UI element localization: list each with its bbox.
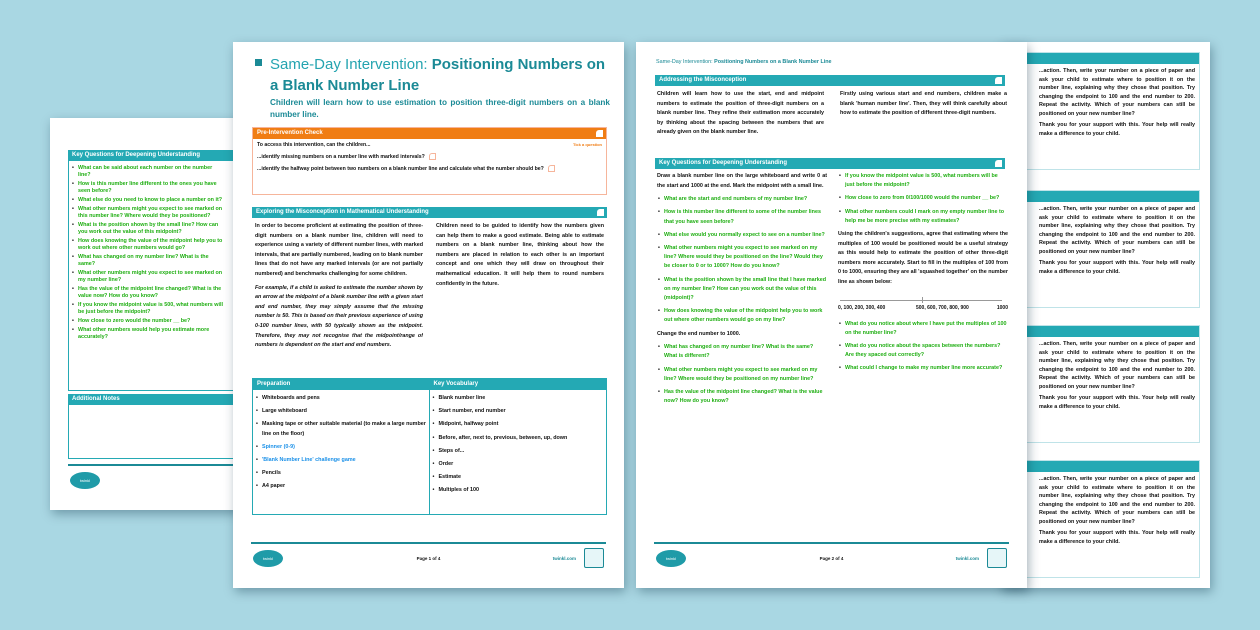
prep-vocab-table: Preparation • Whiteboards and pens • Large whiteboard • Masking tape or other suitable material (to make a large number line on the floor) • Spinner (0-9) • 'Blank Number Line' challenge game • Pencils • A4 paper Key Vocabulary • Blank number line • Start number, end number • Midpoint, halfway point • Before, after, next to, previous, between, up, down • Steps of... • Order • Estimate • Multiples of 100 — [252, 378, 607, 515]
checkbox-icon[interactable] — [548, 165, 555, 172]
resource-link[interactable]: • Spinner (0-9) — [255, 443, 427, 452]
key-questions-box — [68, 161, 250, 391]
tick-question-link[interactable]: Tick a question — [572, 142, 602, 147]
pre-intervention-check: Pre-Intervention Check To access this intervention, can the children... Tick a question ...identify missing numbers on a number line with marked intervals? ...identify the halfway point between two numbers on a blank number line and calculate what the number should be? — [252, 127, 607, 195]
question-item: • What other numbers might you expect to see marked on this number line? Where would they be positioned? — [71, 206, 223, 220]
additional-notes-header: Additional Notes — [68, 394, 250, 405]
vocab-item: • Estimate — [432, 473, 605, 482]
running-title: Same-Day Intervention: Positioning Numbers on a Blank Number Line — [656, 59, 832, 65]
card-header — [1009, 326, 1199, 337]
footer: twinkl Page 1 of 4 twinkl.com — [251, 542, 606, 570]
question-item: • If you know the midpoint value is 500, what numbers will be just before the midpoint? — [71, 302, 223, 316]
prep-item: • Whiteboards and pens — [255, 394, 427, 403]
vocab-item: • Start number, end number — [432, 407, 605, 416]
question-item: • What other numbers would help you estimate more accurately? — [71, 327, 223, 341]
parent-card: ...action. Then, write your number on a piece of paper and ask your child to estimate where to position it on the number line, explaining why they chose that position. Try changing the endpoint to 100 and the end number to 200. Repeat the activity. Which of your numbers can still be positioned on your new number line? Thank you for your support with this. Your help will really make a difference to your child. — [1008, 325, 1200, 443]
page-title: Same-Day Intervention: Positioning Numbers on a Blank Number Line — [270, 56, 606, 94]
checkbox-icon[interactable] — [429, 153, 436, 160]
vocab-item: • Steps of... — [432, 447, 605, 456]
website-link[interactable]: twinkl.com — [552, 556, 576, 561]
question-item: • How does knowing the value of the midpoint help you to work out where other numbers would go on my line? — [657, 307, 827, 325]
badge-icon — [584, 548, 604, 568]
question-item: • What other numbers might you expect to see marked on my number line? — [71, 270, 223, 284]
question-item: • What has changed on my number line? What is the same? What is different? — [657, 343, 827, 361]
parent-card: ...action. Then, write your number on a piece of paper and ask your child to estimate where to position it on the number line, explaining why they chose that position. Try changing the endpoint to 100 and the end number to 200. Repeat the activity. Which of your numbers can still be positioned on your new number line? Thank you for your support with this. Your help will really make a difference to your child. — [1008, 52, 1200, 170]
question-item: • What is the position shown by the small line? How can you work out the value of this midpoint? — [71, 222, 223, 236]
twinkl-logo: twinkl — [656, 550, 686, 567]
question-item: • How is this number line different to the ones you have seen before? — [71, 181, 223, 195]
question-item: • How is this number line different to some of the number lines that you have seen before? — [657, 208, 827, 226]
page-2: Same-Day Intervention: Positioning Numbers on a Blank Number Line Addressing the Misconception Children will learn how to use the start, end and midpoint numbers to estimate the position of three-digit numbers on a blank number line. They refine their estimation more accurately by thinking about the spacing between the numbers that are already given on the blank number line. Firstly using various start and end numbers, children make a blank 'human number line'. Then, they will think carefully about how to estimate the position of different three-digit numbers. Key Questions for Deepening Understanding Draw a blank number line on the large whiteboard and write 0 at the start and 1000 at the end. Mark the midpoint with a small line. • What are the start and end numbers of my number line? • How is this number line different to some of the number lines that you have seen before? • What else would you normally expect to see on a number line? • What other numbers might you expect to see marked on my line? Where would they be positioned on the line? Would they be closer to 0 or to 1000? How do you know? • What is the position shown by the small line that I have marked on my number line? How can you work out the value of this (midpoint)? • How does knowing the value of the midpoint help you to work out where other numbers would go on my line? Change the end number to 1000. • What has changed on my number line? What is the same? What is different? • What other numbers might you expect to see marked on my line? Where would they be positioned on my number line? • Has the value of the midpoint line changed? What is the value now? How do you know? • If you know the midpoint value is 500, what numbers will be just before the midpoint? • How close to zero from 0/100/1000 would the number __ be? • What other numbers could I mark on my empty number line to help me be more precise with my estimates? Using the children's suggestions, agree that estimating where the multiples of 100 would be positioned would be a useful strategy as this would help to estimate the position of other three-digit numbers more accurately. Start to fill in the multiples of 100 from 0 to 1000, ensuring they are all 'squashed together' on the number line as shown below: 0, 100, 200, 300, 400 500, 600, 700, 800, 900 1000 • What do you notice about where I have put the multiples of 100 on the number line? • What do you notice about the spaces between the numbers? Are they spaced out correctly? • What could I change to make my number line more accurate? twinkl Page 2 of 4 twinkl.com — [636, 42, 1027, 588]
parent-card: ...action. Then, write your number on a piece of paper and ask your child to estimate where to position it on the number line, explaining why they chose that position. Try changing the endpoint to 100 and the end number to 200. Repeat the activity. Which of your numbers can still be positioned on your new number line? Thank you for your support with this. Your help will really make a difference to your child. — [1008, 460, 1200, 578]
question-item: • How close to zero from 0/100/1000 would the number __ be? — [838, 194, 1008, 203]
question-item: • How does knowing the value of the midpoint help you to work out where other numbers would go? — [71, 238, 223, 252]
prep-item: • Large whiteboard — [255, 407, 427, 416]
back-page — [50, 118, 250, 510]
explain-header: Exploring the Misconception in Mathematical Understanding — [252, 207, 607, 218]
page-subtitle: Children will learn how to use estimation to position three-digit numbers on a blank number line. — [270, 98, 610, 119]
question-item: • What other numbers might you expect to see marked on my line? Where would they be positioned on the line? Would they be closer to 0 or to 1000? How do you know? — [657, 244, 827, 272]
page-1: Same-Day Intervention: Positioning Numbers on a Blank Number Line Children will learn how to use estimation to position three-digit numbers on a blank number line. Pre-Intervention Check To access this intervention, can the children... Tick a question ...identify missing numbers on a number line with marked intervals? ...identify the halfway point between two numbers on a blank number line and calculate what the number should be? Exploring the Misconception in Mathematical Understanding In order to become proficient at estimating the position of three-digit numbers on a blank number line, children will need to experience using a variety of different number lines, with marked intervals, that are partially numbered, leading on to blank number lines that do not have any marked intervals (or are not partially numbered) and benchmarks challenging for some children. For example, if a child is asked to estimate the number shown by an arrow at the midpoint of a blank number line with a given start and end number, they may simply assume that the missing number is 50. This is based on their previous experience of using 0-100 number lines, with 50 typically shown as the midpoint. Therefore, they may not recognise that the midpoint/range of numbers is dependent on the start and end numbers. Children need to be guided to identify how the numbers given can help them to make a good estimate. Being able to estimate numbers on a blank number line, thinking about how the numbers are placed in relation to each other is an important concept and one which they will draw on throughout their mathematical education. It will help them to round numbers confidently in the future. Preparation • Whiteboards and pens • Large whiteboard • Masking tape or other suitable material (to make a large number line on the floor) • Spinner (0-9) • 'Blank Number Line' challenge game • Pencils • A4 paper Key Vocabulary • Blank number line • Start number, end number • Midpoint, halfway point • Before, after, next to, previous, between, up, down • Steps of... • Order • Estimate • Multiples of 100 twinkl Page 1 of 4 twinkl.com — [233, 42, 624, 588]
vocab-item: • Blank number line — [432, 394, 605, 403]
question-item: • What else would you normally expect to see on a number line? — [657, 231, 827, 240]
twinkl-logo: twinkl — [70, 472, 100, 489]
notes-area[interactable] — [68, 405, 250, 459]
vocab-item: • Midpoint, halfway point — [432, 420, 605, 429]
question-item: • What other numbers could I mark on my empty number line to help me be more precise with my estimates? — [838, 208, 1008, 226]
question-item: • Has the value of the midpoint line changed? What is the value now? How do you know? — [657, 388, 827, 406]
card-header — [1009, 461, 1199, 472]
vocab-item: • Multiples of 100 — [432, 486, 605, 495]
badge-icon — [987, 548, 1007, 568]
addressing-header: Addressing the Misconception — [655, 75, 1005, 86]
question-item: • If you know the midpoint value is 500, what numbers will be just before the midpoint? — [838, 172, 1008, 190]
pre-check-item[interactable]: ...identify missing numbers on a number line with marked intervals? — [257, 153, 602, 162]
card-header — [1009, 191, 1199, 202]
key-questions-header: Key Questions for Deepening Understanding — [655, 158, 1005, 169]
prep-item: • Masking tape or other suitable material (to make a large number line on the floor) — [255, 420, 427, 438]
question-item: • What has changed on my number line? What is the same? — [71, 254, 223, 268]
question-item: • What can be said about each number on the number line? — [71, 165, 223, 179]
question-item: • What could I change to make my number line more accurate? — [838, 364, 1008, 373]
card-header — [1009, 53, 1199, 64]
question-item: • What do you notice about where I have put the multiples of 100 on the number line? — [838, 320, 1008, 338]
vocab-item: • Before, after, next to, previous, between, up, down — [432, 434, 605, 443]
question-item: • What are the start and end numbers of my number line? — [657, 195, 827, 204]
prep-item: • Pencils — [255, 469, 427, 478]
key-questions-header: Key Questions for Deepening Understanding — [68, 150, 250, 161]
parent-card: ...action. Then, write your number on a piece of paper and ask your child to estimate where to position it on the number line, explaining why they chose that position. Try changing the endpoint to 100 and the end number to 200. Repeat the activity. Which of your numbers can still be positioned on your new number line? Thank you for your support with this. Your help will really make a difference to your child. — [1008, 190, 1200, 308]
question-item: • Has the value of the midpoint line changed? What is the value now? How do you know? — [71, 286, 223, 300]
website-link[interactable]: twinkl.com — [955, 556, 979, 561]
question-item: • What other numbers might you expect to see marked on my line? Where would they be positioned on my number line? — [657, 366, 827, 384]
title-icon — [255, 59, 262, 66]
prep-item: • A4 paper — [255, 482, 427, 491]
resource-link[interactable]: • 'Blank Number Line' challenge game — [255, 456, 427, 465]
question-item: • What do you notice about the spaces between the numbers? Are they spaced out correctly? — [838, 342, 1008, 360]
pre-check-item[interactable]: ...identify the halfway point between two numbers on a blank number line and calculate what the number should be? — [257, 165, 602, 174]
vocab-item: • Order — [432, 460, 605, 469]
twinkl-logo: twinkl — [253, 550, 283, 567]
footer: twinkl Page 2 of 4 twinkl.com — [654, 542, 1009, 570]
number-line: 0, 100, 200, 300, 400 500, 600, 700, 800, 900 1000 — [838, 294, 1008, 316]
question-item: • What is the position shown by the small line that I have marked on my number line? How can you work out the value of this (midpoint)? — [657, 276, 827, 304]
back-page-right — [1000, 42, 1210, 588]
question-item: • How close to zero would the number __ be? — [71, 318, 223, 325]
question-item: • What else do you need to know to place a number on it? — [71, 197, 223, 204]
